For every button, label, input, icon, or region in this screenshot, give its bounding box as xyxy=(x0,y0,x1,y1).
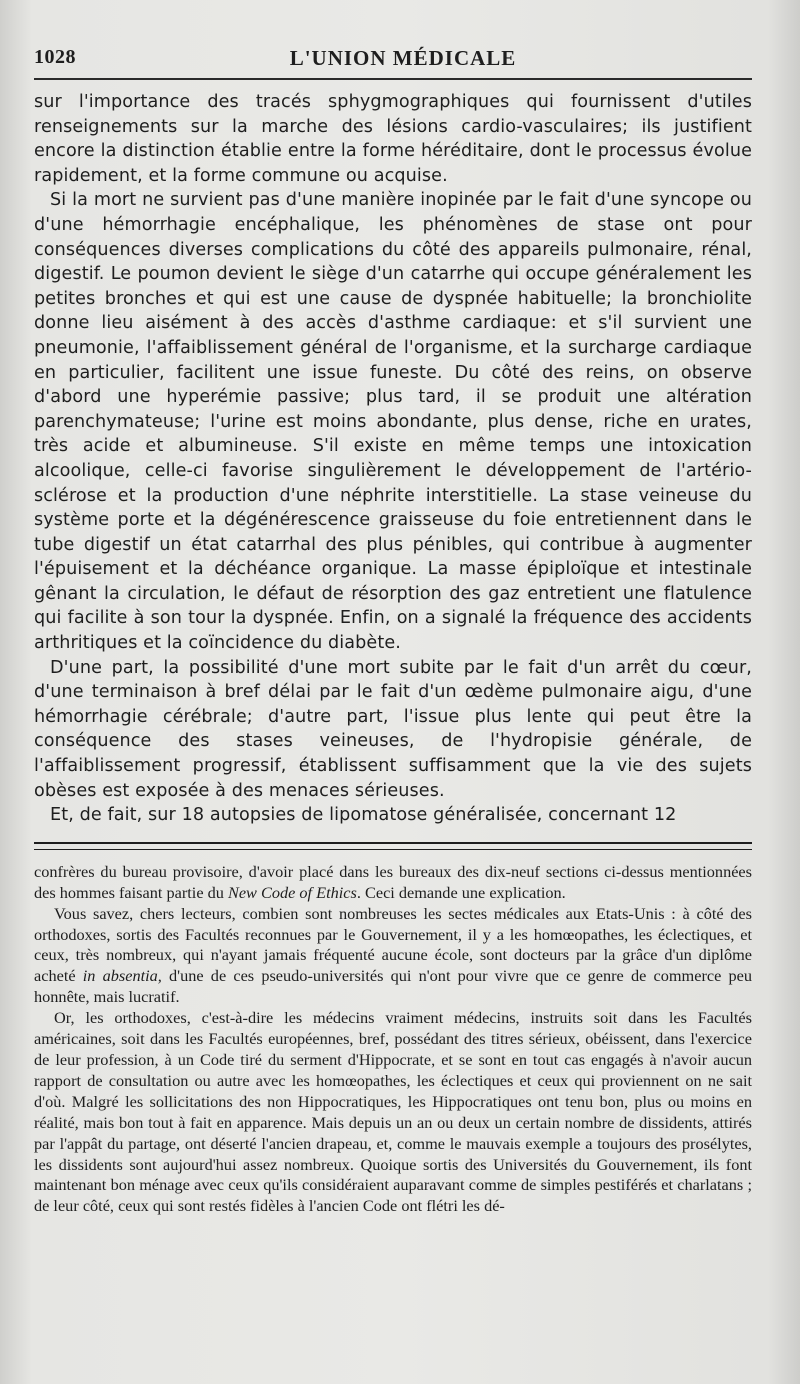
footnote-text-span: d'une de ces pseudo-universités qui n'ont pour vivre que ce genre de commerce peu honnête, mais lucratif. xyxy=(34,966,753,1007)
footnote-separator xyxy=(34,842,752,850)
footnote-text-span: Vous savez, chers lecteurs, combien sont nombreuses les sectes médicales aux Etats-Unis : à côté des orthodoxes, sortis des Facultés reconnues par le Gouvernement, il y a les homœopathes, les éclectiques, et ceux, très nombreux, qui n'ayant jamais fréquenté aucune école, sont docteurs par la grâce d'un diplôme acheté xyxy=(34,903,752,986)
footnote-paragraph: Or, les orthodoxes, c'est-à-dire les médecins vraiment médecins, instruits soit dans les Facultés américaines, soit dans les Facultés européennes, bref, possédant des titres sérieux, obéissent, dans l'exercice de leur profession, à un Code tiré du serment d'Hippocrate, et se sont en tout cas engagés à n'avoir aucun rapport de consultation ou autre avec les homœopathes, les éclectiques et ceux qui proviennent on ne sait d'où. Malgré les sollicitations des non Hippocratiques, les Hippocratiques ont tenu bon, plus ou moins en réalité, mais bon tout à fait en apparence. Mais depuis un an ou deux un certain nombre de dissidents, attirés par l'appât du partage, ont déserté l'ancien drapeau, et, comme le mauvais exemple a toujours des prosélytes, les dissidents sont aujourd'hui assez nombreux. Quoique sortis des Universités du Gouvernement, ils font maintenant bon ménage avec ceux qu'ils considéraient auparavant comme de simples pestiférés et charlatans ; de leur côté, ceux qui sont restés fidèles à l'ancien Code ont flétri les dé- xyxy=(34,1008,752,1216)
main-paragraph: D'une part, la possibilité d'une mort subite par le fait d'un arrêt du cœur, d'une terminaison à bref délai par le fait d'un œdème pulmonaire aigu, d'une hémorrhagie cérébrale; d'autre part, l'issue plus lente qui peut être la conséquence des stases veineuses, de l'hydropisie générale, de l'affaiblissement progressif, établissent suffisamment que la vie des sujets obèses est exposée à des menaces sérieuses. xyxy=(34,657,752,801)
footnote-paragraph xyxy=(34,904,752,1009)
footnote-body xyxy=(34,862,752,1217)
footnote-text-span: confrères du bureau provisoire, d'avoir placé dans les bureaux des dix-neuf sections ci-dessus mentionnées des hommes faisant partie du xyxy=(34,861,752,902)
footnote-text-span: . Ceci demande une explication. xyxy=(356,882,566,902)
journal-title: L'UNION MÉDICALE xyxy=(289,46,517,70)
page-number: 1028 xyxy=(34,46,76,68)
header-rule xyxy=(34,78,752,80)
main-paragraph: Si la mort ne survient pas d'une manière inopinée par le fait d'une syncope ou d'une hémorrhagie encéphalique, les phénomènes de stase ont pour conséquences diverses complications du côté des appareils pulmonaire, rénal, digestif. Le poumon devient le siège d'un catarrhe qui occupe généralement les petites bronches et qui est une cause de dyspnée habituelle; la bronchiolite donne lieu aisément à des accès d'asthme cardiaque: et s'il survient une pneumonie, l'affaiblissement général de l'organisme, et la surcharge cardiaque en particulier, facilitent une issue funeste. Du côté des reins, on observe d'abord une hyperémie passive; plus tard, il se produit une altération parenchymateuse; l'urine est moins abondante, plus dense, riche en urates, très acide et albumineuse. S'il existe en même temps une intoxication alcoolique, celle-ci favorise singulièrement le développement de l'artério-sclérose et la production d'une néphrite interstitielle. La stase veineuse du système porte et la dégénérescence graisseuse du foie entretiennent dans le tube digestif un état catarrhal des plus pénibles, qui contribue à augmenter l'épuisement et la déchéance organique. La masse épiploïque et intestinale gênant la circulation, le défaut de résorption des gaz entretient une flatulence qui facilite à son tour la dyspnée. Enfin, on a signalé la fréquence des accidents arthritiques et la coïncidence du diabète. xyxy=(34,190,752,654)
page-header xyxy=(34,38,752,74)
main-article-body xyxy=(34,90,752,828)
main-paragraph: Et, de fait, sur 18 autopsies de lipomatose généralisée, concernant 12 xyxy=(50,805,677,826)
footnote-paragraph xyxy=(34,862,752,904)
footnote-italic-title: New Code of Ethics xyxy=(227,882,357,902)
footnote-italic-phrase: in absentia, xyxy=(82,966,162,986)
main-paragraph: sur l'importance des tracés sphygmographiques qui fournissent d'utiles renseignements sur la marche des lésions cardio-vasculaires; ils justifient encore la distinction établie entre la forme héréditaire, dont le processus évolue rapidement, et la forme commune ou acquise. xyxy=(34,92,752,186)
